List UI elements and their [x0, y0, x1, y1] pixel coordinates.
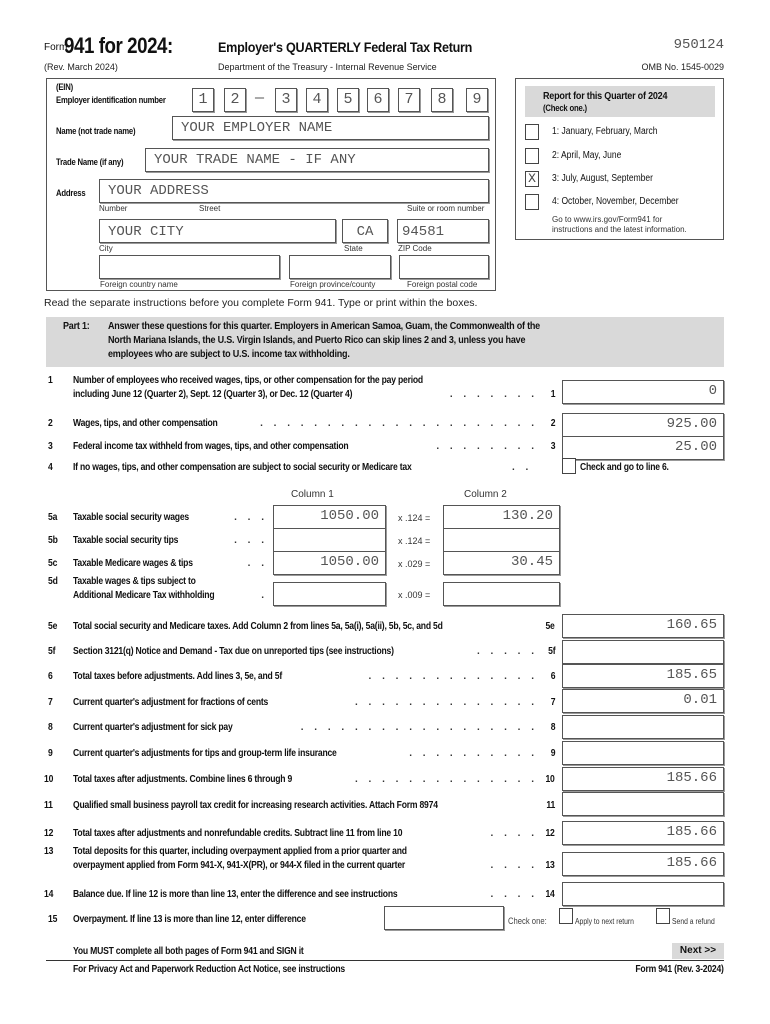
sign-notice: You MUST complete all both pages of Form 941 and SIGN it — [73, 946, 304, 957]
leader-dots: . — [261, 590, 268, 601]
tax-rate: x .029 = — [398, 559, 431, 569]
line-number: 7 — [48, 697, 53, 708]
part1-text-3: employees who are subject to U.S. income tax withholding. — [108, 348, 350, 360]
employer-name-field[interactable]: YOUR EMPLOYER NAME — [172, 116, 489, 140]
leader-dots: . . . . — [490, 889, 538, 900]
line-reference: 8 — [550, 722, 555, 733]
part1-text-2: North Mariana Islands, the U.S. Virgin Islands, and Puerto Rico can skip lines 2 and 3, unless you have — [108, 334, 526, 346]
leader-dots: . . — [247, 558, 268, 569]
line-3-text: Federal income tax withheld from wages, tips, and other compensation — [73, 441, 349, 452]
line-number: 15 — [48, 914, 58, 925]
suite-label: Suite or room number — [407, 204, 485, 213]
line-5d-text: Additional Medicare Tax withholding — [73, 590, 215, 601]
line-reference: 11 — [546, 800, 555, 811]
line-2-text: Wages, tips, and other compensation — [73, 418, 218, 429]
line-number: 5c — [48, 558, 58, 569]
line-5e-text: Total social security and Medicare taxes. Add Column 2 from lines 5a, 5a(i), 5a(ii), 5b, 5c, and 5d — [73, 621, 443, 632]
quarter-note-2: instructions and the latest information. — [552, 225, 687, 234]
ein-digit-box[interactable]: 7 — [398, 88, 420, 112]
quarter-4-label: 4: October, November, December — [552, 196, 679, 207]
tax-rate: x .009 = — [398, 590, 431, 600]
part1-text: Answer these questions for this quarter. Employers in American Samoa, Guam, the Commonwealth of the — [108, 320, 540, 332]
line-reference: 10 — [545, 774, 555, 785]
line-number: 12 — [44, 828, 54, 839]
line15-field[interactable] — [384, 906, 504, 930]
next-button[interactable]: Next >> — [672, 943, 724, 959]
line-11-field[interactable] — [562, 792, 724, 816]
department: Department of the Treasury - Internal Revenue Service — [218, 62, 437, 72]
leader-dots: . . . . . . . . — [436, 441, 538, 452]
leader-dots: . . . — [234, 535, 268, 546]
ein-digit-box[interactable]: 4 — [306, 88, 328, 112]
foreign-province-field[interactable] — [289, 255, 391, 279]
quarter-3-checkbox[interactable]: X — [525, 171, 539, 187]
address-field[interactable]: YOUR ADDRESS — [99, 179, 489, 203]
line-number: 2 — [48, 418, 53, 429]
line-number: 4 — [48, 462, 53, 473]
zip-label: ZIP Code — [398, 244, 432, 253]
line-number: 13 — [44, 846, 54, 857]
column1-value: 1050.00 — [320, 508, 379, 524]
line-6-text: Total taxes before adjustments. Add lines 3, 5e, and 5f — [73, 671, 282, 682]
leader-dots: . . . . . — [476, 646, 538, 657]
line-reference: 5f — [547, 646, 555, 657]
line-10-value: 185.66 — [666, 770, 717, 786]
line-9-field[interactable] — [562, 741, 724, 765]
line-number: 11 — [44, 800, 53, 811]
trade-name-label: Trade Name (if any) — [56, 157, 124, 167]
form-title: Employer's QUARTERLY Federal Tax Return — [218, 39, 473, 55]
zip-field[interactable]: 94581 — [397, 219, 489, 243]
column2-header: Column 2 — [464, 489, 507, 500]
leader-dots: . . . — [234, 512, 268, 523]
form-word: Form — [44, 42, 68, 53]
foreign-postal-field[interactable] — [399, 255, 489, 279]
line-13-value: 185.66 — [666, 855, 717, 871]
leader-dots: . . . . . . . . . . . . . . . . . . — [300, 722, 538, 733]
line-3-value: 25.00 — [674, 439, 717, 455]
quarter-3-label: 3: July, August, September — [552, 173, 653, 184]
line-number: 5b — [48, 535, 58, 546]
line-2-value: 925.00 — [666, 416, 717, 432]
form-revision-footer: Form 941 (Rev. 3-2024) — [635, 964, 724, 975]
line-14-field[interactable] — [562, 882, 724, 906]
line-number: 5e — [48, 621, 58, 632]
quarter-2-checkbox[interactable] — [525, 148, 539, 164]
line4-dots: . . — [512, 462, 533, 473]
revision: (Rev. March 2024) — [44, 62, 118, 72]
quarter-1-checkbox[interactable] — [525, 124, 539, 140]
state-label: State — [344, 244, 363, 253]
line-1-text: Number of employees who received wages, tips, or other compensation for the pay period — [73, 375, 423, 386]
foreign-province-label: Foreign province/county — [290, 280, 376, 289]
omb-number: OMB No. 1545-0029 — [641, 62, 724, 72]
tax-rate: x .124 = — [398, 536, 431, 546]
line-13-text: Total deposits for this quarter, including overpayment applied from a prior quarter and — [73, 846, 407, 857]
line-5b-column1-field[interactable] — [273, 528, 386, 552]
line-reference: 14 — [545, 889, 555, 900]
city-label: City — [99, 244, 113, 253]
city-field[interactable]: YOUR CITY — [99, 219, 336, 243]
line-5c-column2-field[interactable] — [443, 551, 560, 575]
quarter-title: Report for this Quarter of 2024 — [543, 90, 668, 102]
line-number: 5a — [48, 512, 58, 523]
column2-value: 130.20 — [502, 508, 553, 524]
line-number: 5d — [48, 576, 58, 587]
line4-text: If no wages, tips, and other compensation are subject to social security or Medicare tax — [73, 462, 412, 473]
leader-dots: . . . . — [490, 860, 538, 871]
line-number: 5f — [48, 646, 56, 657]
state-field[interactable]: CA — [342, 219, 388, 243]
quarter-subtitle: (Check one.) — [543, 103, 587, 113]
ein-digit-box[interactable]: 2 — [224, 88, 246, 112]
line-reference: 7 — [550, 697, 555, 708]
leader-dots: . . . . — [490, 828, 538, 839]
leader-dots: . . . . . . . . . . . . . . . . . . . . . — [260, 418, 538, 429]
line-11-text: Qualified small business payroll tax credit for increasing research activities. Attach Form 8974 — [73, 800, 438, 811]
line-number: 14 — [44, 889, 54, 900]
line4-check-label: Check and go to line 6. — [580, 462, 669, 473]
line-number: 10 — [44, 774, 54, 785]
column1-value: 1050.00 — [320, 554, 379, 570]
footer-divider — [46, 960, 724, 961]
street-label: Street — [199, 204, 221, 213]
line-number: 6 — [48, 671, 53, 682]
ein-digit-box[interactable]: 9 — [466, 88, 488, 112]
ein-digit-box[interactable]: 5 — [337, 88, 359, 112]
send-refund-checkbox[interactable] — [656, 908, 670, 924]
line15-text: Overpayment. If line 13 is more than line 12, enter difference — [73, 914, 306, 925]
line-5f-field[interactable] — [562, 640, 724, 664]
number-label: Number — [99, 204, 128, 213]
instructions-text: Read the separate instructions before you complete Form 941. Type or print within the boxes. — [44, 297, 478, 309]
line4-checkbox[interactable] — [562, 458, 576, 474]
line-5a-column1-field[interactable] — [273, 505, 386, 529]
line-3-field[interactable] — [562, 436, 724, 460]
line-10-text: Total taxes after adjustments. Combine lines 6 through 9 — [73, 774, 293, 785]
line-5b-text: Taxable social security tips — [73, 535, 179, 546]
form-number: 941 for 2024: — [64, 33, 173, 58]
foreign-postal-label: Foreign postal code — [407, 280, 478, 289]
ein-digit-box[interactable]: 3 — [275, 88, 297, 112]
apply-next-return-checkbox[interactable] — [559, 908, 573, 924]
apply-next-return-label: Apply to next return — [575, 917, 634, 926]
line-7-field[interactable] — [562, 689, 724, 713]
part1-label: Part 1: — [63, 320, 90, 332]
column2-value: 30.45 — [510, 554, 553, 570]
ein-dash: — — [255, 90, 265, 107]
line-5c-text: Taxable Medicare wages & tips — [73, 558, 193, 569]
line-5b-column2-field[interactable] — [443, 528, 560, 552]
line-reference: 6 — [550, 671, 555, 682]
line-7-value: 0.01 — [683, 692, 717, 708]
leader-dots: . . . . . . . . . . — [409, 748, 538, 759]
line-5d-text: Taxable wages & tips subject to — [73, 576, 196, 587]
line-2-field[interactable] — [562, 413, 724, 437]
leader-dots: . . . . . . . . . . . . . . — [354, 697, 538, 708]
quarter-4-checkbox[interactable] — [525, 194, 539, 210]
line-9-text: Current quarter's adjustments for tips and group-term life insurance — [73, 748, 337, 759]
leader-dots: . . . . . . . . . . . . . . — [354, 774, 538, 785]
line-reference: 3 — [550, 441, 555, 452]
foreign-country-label: Foreign country name — [100, 280, 178, 289]
line-6-field[interactable] — [562, 664, 724, 688]
check-one-label: Check one: — [508, 916, 547, 926]
line-reference: 13 — [545, 860, 555, 871]
quarter-note: Go to www.irs.gov/Form941 for — [552, 215, 663, 224]
send-refund-label: Send a refund — [672, 917, 715, 926]
line-5d-column2-field[interactable] — [443, 582, 560, 606]
line-7-text: Current quarter's adjustment for fractions of cents — [73, 697, 269, 708]
line-reference: 2 — [550, 418, 555, 429]
ein-digit-box[interactable]: 8 — [431, 88, 453, 112]
line-reference: 9 — [550, 748, 555, 759]
line-5f-text: Section 3121(q) Notice and Demand - Tax due on unreported tips (see instructions) — [73, 646, 394, 657]
line-1-value: 0 — [708, 383, 717, 399]
column1-header: Column 1 — [291, 489, 334, 500]
line-10-field[interactable] — [562, 767, 724, 791]
ein-label-full: Employer identification number — [56, 95, 166, 105]
line-5e-field[interactable] — [562, 614, 724, 638]
line-number: 9 — [48, 748, 53, 759]
line-number: 3 — [48, 441, 53, 452]
privacy-notice: For Privacy Act and Paperwork Reduction Act Notice, see instructions — [73, 964, 345, 975]
address-label: Address — [56, 188, 86, 198]
trade-name-field[interactable]: YOUR TRADE NAME - IF ANY — [145, 148, 489, 172]
leader-dots: . . . . . . . — [449, 389, 538, 400]
quarter-2-label: 2: April, May, June — [552, 150, 622, 161]
line-number: 8 — [48, 722, 53, 733]
line-5a-column2-field[interactable] — [443, 505, 560, 529]
line-13-field[interactable] — [562, 852, 724, 876]
line-1-text: including June 12 (Quarter 2), Sept. 12 (Quarter 3), or Dec. 12 (Quarter 4) — [73, 389, 353, 400]
quarter-1-label: 1: January, February, March — [552, 126, 658, 137]
line-12-text: Total taxes after adjustments and nonrefundable credits. Subtract line 11 from line 10 — [73, 828, 403, 839]
ein-digit-box[interactable]: 6 — [367, 88, 389, 112]
line-12-value: 185.66 — [666, 824, 717, 840]
leader-dots: . . . . . . . . . . . . . — [368, 671, 538, 682]
line-5d-column1-field[interactable] — [273, 582, 386, 606]
line-number: 1 — [48, 375, 53, 386]
foreign-country-field[interactable] — [99, 255, 280, 279]
line-13-text: overpayment applied from Form 941-X, 941-X(PR), or 944-X filed in the current quarter — [73, 860, 406, 871]
line-5e-value: 160.65 — [666, 617, 717, 633]
line-6-value: 185.65 — [666, 667, 717, 683]
form-code: 950124 — [673, 37, 724, 53]
tax-rate: x .124 = — [398, 513, 431, 523]
line-12-field[interactable] — [562, 821, 724, 845]
line-5a-text: Taxable social security wages — [73, 512, 189, 523]
name-label: Name (not trade name) — [56, 126, 136, 136]
line-8-field[interactable] — [562, 715, 724, 739]
line-8-text: Current quarter's adjustment for sick pay — [73, 722, 233, 733]
line-14-text: Balance due. If line 12 is more than line 13, enter the difference and see instructions — [73, 889, 398, 900]
ein-label: (EIN) — [56, 82, 73, 92]
line-5c-column1-field[interactable] — [273, 551, 386, 575]
line-1-field[interactable] — [562, 380, 724, 404]
line-reference: 1 — [550, 389, 555, 400]
line-reference: 12 — [545, 828, 555, 839]
ein-digit-box[interactable]: 1 — [192, 88, 214, 112]
line-reference: 5e — [545, 621, 555, 632]
